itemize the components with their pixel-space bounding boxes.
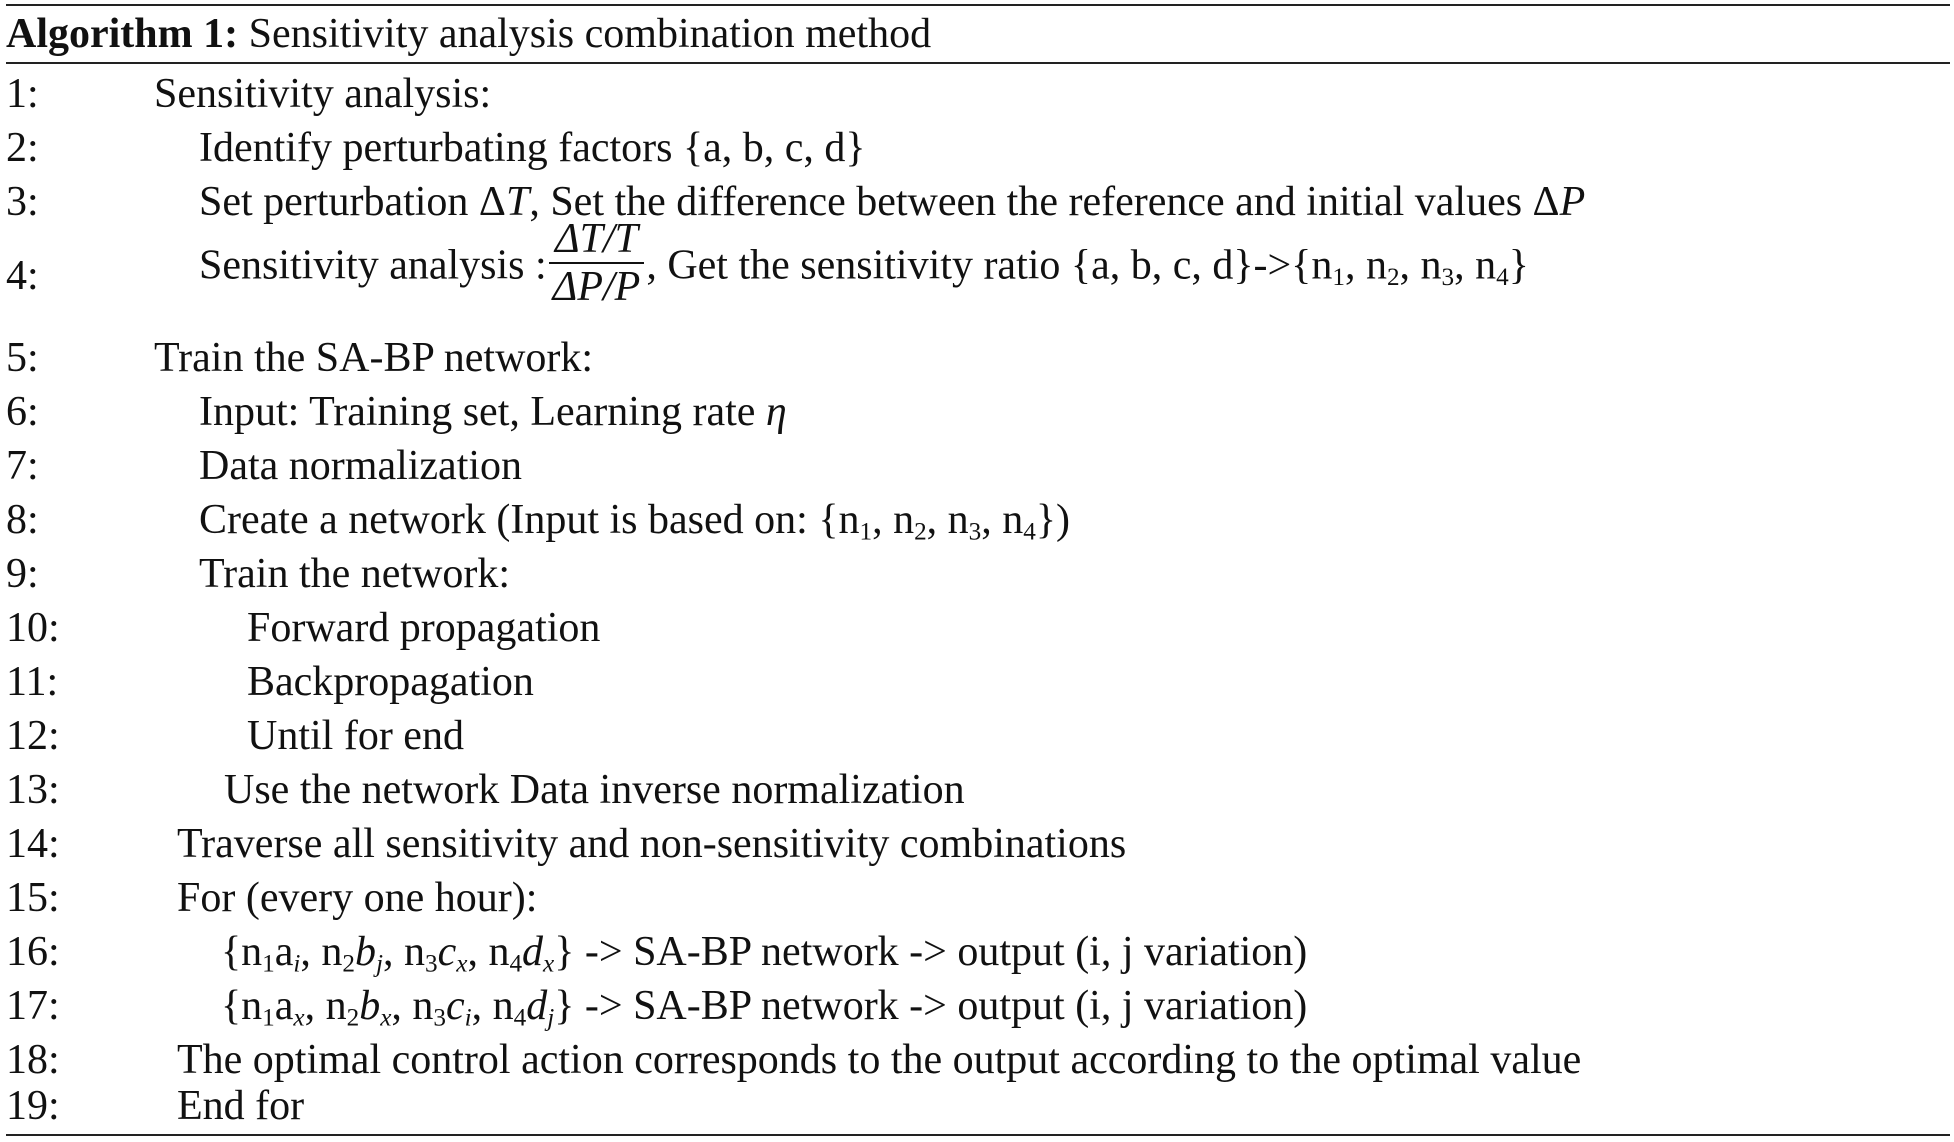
subscript: 4: [1496, 263, 1509, 291]
line-number: 16:: [6, 929, 60, 975]
line-text-part: , Set the difference between the reference and initial values Δ: [529, 179, 1560, 225]
line-number: 11:: [6, 659, 59, 705]
algorithm-label: Algorithm 1:: [6, 11, 239, 57]
line-number: 3:: [6, 179, 39, 225]
line-number: 9:: [6, 551, 39, 597]
line-number: 7:: [6, 443, 39, 489]
line-text: Train the network:: [199, 551, 511, 597]
line-number: 5:: [6, 335, 39, 381]
variable-eta: η: [765, 389, 787, 435]
line-text: [199, 388, 787, 436]
line-number: 1:: [6, 71, 39, 117]
line-text-part: Input: Training set, Learning rate: [199, 389, 766, 435]
line-text: Train the SA-BP network:: [154, 335, 594, 381]
line-number: 19:: [6, 1083, 60, 1129]
top-rule: [6, 4, 1950, 6]
line-number: 10:: [6, 605, 60, 651]
line-text-part: , n: [1399, 242, 1442, 289]
line-text: Sensitivity analysis:: [154, 71, 492, 117]
line-number: 4:: [6, 253, 39, 299]
line-text-part: , n: [1344, 242, 1387, 289]
subscript: 1: [1332, 263, 1345, 291]
line-text-part: , Get the sensitivity ratio {a, b, c, d}->{n: [646, 242, 1333, 289]
line-text-part: Set perturbation Δ: [199, 179, 506, 225]
fraction-denominator: ΔP/P: [549, 262, 645, 310]
line-text-part: , n: [981, 497, 1024, 543]
line-number: 8:: [6, 497, 39, 543]
algorithm-title: Sensitivity analysis combination method: [248, 11, 932, 57]
line-text: {$n_1a_i$, $n_2b_j$, $n_3c_x$, $n_4d_x\} -> SA-BP$ network -> output (i, j variation): [221, 929, 1308, 978]
line-number: 17:: [6, 983, 60, 1029]
subscript: 4: [1023, 518, 1036, 546]
line-text: Data normalization: [199, 443, 523, 489]
line-text: [199, 178, 1585, 226]
header-rule: [6, 62, 1950, 64]
subscript: 1: [859, 518, 873, 546]
line-text: Use the network Data inverse normalization: [224, 767, 965, 813]
line-text-part: , n: [872, 497, 915, 543]
subscript: 3: [968, 518, 982, 546]
line-text-part: , n: [1454, 242, 1497, 289]
variable-P: P: [1559, 179, 1586, 225]
line-text-part: } -> SA-BP network -> output (i, j variation): [554, 929, 1308, 975]
line-number: 12:: [6, 713, 60, 759]
line-number: 18:: [6, 1037, 60, 1083]
line-text-part: Sensitivity analysis :: [199, 242, 547, 289]
line-text: The optimal control action corresponds to the output according to the optimal value: [177, 1037, 1582, 1083]
line-number: 13:: [6, 767, 60, 813]
line-text: [199, 216, 1529, 316]
algorithm-header: [6, 7, 931, 61]
line-text-part: Create a network (Input is based on: {n: [199, 497, 860, 543]
line-text: [199, 496, 1070, 544]
line-text-part: , n: [926, 497, 969, 543]
line-text-part: }: [1508, 242, 1529, 289]
sensitivity-fraction: [549, 216, 645, 310]
fraction-numerator: ΔT/T: [554, 216, 639, 262]
line-text: Traverse all sensitivity and non-sensitivity combinations: [177, 821, 1127, 867]
subscript: 3: [1441, 263, 1455, 291]
line-number: 6:: [6, 389, 39, 435]
line-number: 14:: [6, 821, 60, 867]
line-text: Identify perturbating factors {a, b, c, d}: [199, 125, 866, 171]
subscript: 2: [1386, 263, 1400, 291]
line-text: Backpropagation: [247, 659, 534, 705]
line-text-part: }): [1035, 497, 1071, 543]
algorithm-line: [6, 216, 1950, 332]
line-text-part: } -> SA-BP network -> output (i, j variation): [554, 983, 1308, 1029]
variable-T: T: [505, 179, 530, 225]
line-number: 15:: [6, 875, 60, 921]
line-text: Forward propagation: [247, 605, 601, 651]
subscript: 2: [914, 518, 927, 546]
line-text: End for: [177, 1083, 305, 1129]
line-text: For (every one hour):: [177, 875, 538, 921]
bottom-rule: [6, 1134, 1950, 1136]
line-text: Until for end: [247, 713, 464, 759]
line-number: 2:: [6, 125, 39, 171]
line-text: {$n_1a_x$, $n_2b_x$, $n_3c_i$, $n_4d_j\} -> SA-BP$ network -> output (i, j variation): [221, 983, 1308, 1032]
